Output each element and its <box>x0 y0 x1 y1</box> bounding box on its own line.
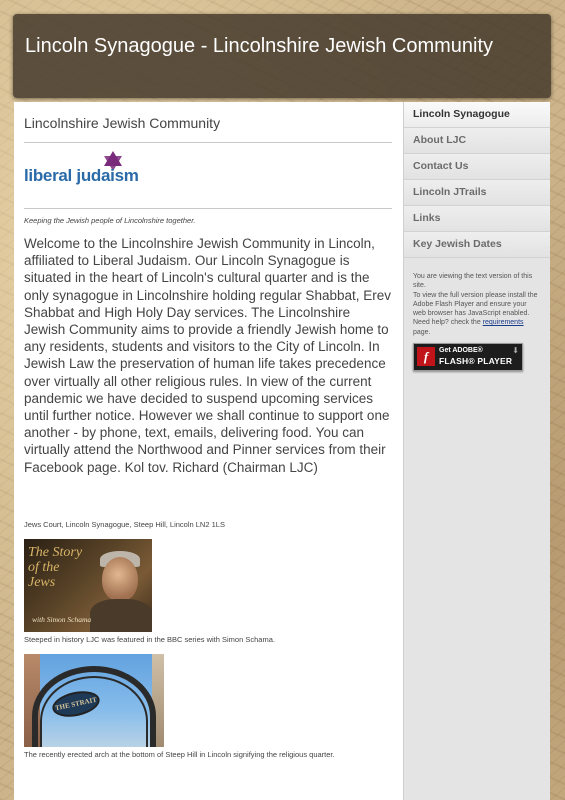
divider <box>24 208 392 209</box>
requirements-link[interactable]: requirements <box>482 319 524 327</box>
sidebar-item-key-dates[interactable]: Key Jewish Dates <box>404 232 550 258</box>
welcome-text: Welcome to the Lincolnshire Jewish Community in Lincoln, affiliated to Liberal Judaism. Our Lincoln Synagogue is situated in the heart of Lincoln's cultural quarter and is the only synagogue in Lincolnshire holding regular Shabbat, Erev Shabbat and High Holy Day services. The Lincolnshire Jewish Community aims to provide a friendly Jewish home to any residents, students and visitors to the City of Lincoln. In Jewish Law the preservation of human life takes precedence over virtually all other religious rules. In view of the current pandemic we have decided to suspend upcoming services until further notice. However we shall continue to support one another - by phone, text, emails, delivering food. You can virtually attend the Northwood and Pinner services from their Facebook page. Kol tov. Richard (Chairman LJC) <box>24 236 391 475</box>
flash-badge-player: FLASH® PLAYER <box>439 356 513 367</box>
sidebar-item-about[interactable]: About LJC <box>404 128 550 154</box>
presenter-face <box>102 557 138 601</box>
steep-hill-arch-image <box>24 654 164 747</box>
flash-notice <box>413 272 541 337</box>
tagline: Keeping the Jewish people of Lincolnshire together. <box>24 216 196 225</box>
strait-sign: THE STRAIT <box>50 687 102 720</box>
sidebar-item-jtrails[interactable]: Lincoln JTrails <box>404 180 550 206</box>
flash-logo-icon: f <box>417 347 435 366</box>
page-title: Lincolnshire Jewish Community <box>24 115 221 131</box>
site-title: Lincoln Synagogue - Lincolnshire Jewish Community <box>25 35 494 57</box>
sidebar <box>403 102 550 800</box>
main-content <box>14 102 403 800</box>
presenter-body <box>90 599 152 632</box>
logo-text: liberal judaism <box>24 166 139 185</box>
flash-notice-text: page. <box>413 328 431 336</box>
flash-notice-line <box>413 318 541 337</box>
story-of-the-jews-image <box>24 539 152 632</box>
image-subtitle: with Simon Schama <box>32 615 92 624</box>
image-caption: Steeped in history LJC was featured in the BBC series with Simon Schama. <box>24 635 275 644</box>
image-title: The Story of the Jews <box>28 545 83 590</box>
sidebar-item-contact[interactable]: Contact Us <box>404 154 550 180</box>
divider <box>24 142 392 143</box>
flash-notice-line: You are viewing the text version of this site. <box>413 273 533 290</box>
sidebar-item-links[interactable]: Links <box>404 206 550 232</box>
address: Jews Court, Lincoln Synagogue, Steep Hill, Lincoln LN2 1LS <box>24 520 225 529</box>
download-arrow-icon: ⬇ <box>512 346 519 356</box>
liberal-judaism-logo[interactable] <box>24 150 154 190</box>
site-header <box>13 14 551 98</box>
flash-notice-text: Need help? check the <box>413 319 481 327</box>
get-flash-player-button[interactable] <box>413 343 523 371</box>
flash-notice-line: To view the full version please install the Adobe Flash Player and ensure your web browser has JavaScript enabled. <box>413 291 538 318</box>
flash-badge-get: Get ADOBE® <box>439 347 483 355</box>
sidebar-item-lincoln-synagogue[interactable]: Lincoln Synagogue <box>404 102 550 128</box>
image-caption: The recently erected arch at the bottom of Steep Hill in Lincoln signifying the religious quarter. <box>24 750 335 759</box>
